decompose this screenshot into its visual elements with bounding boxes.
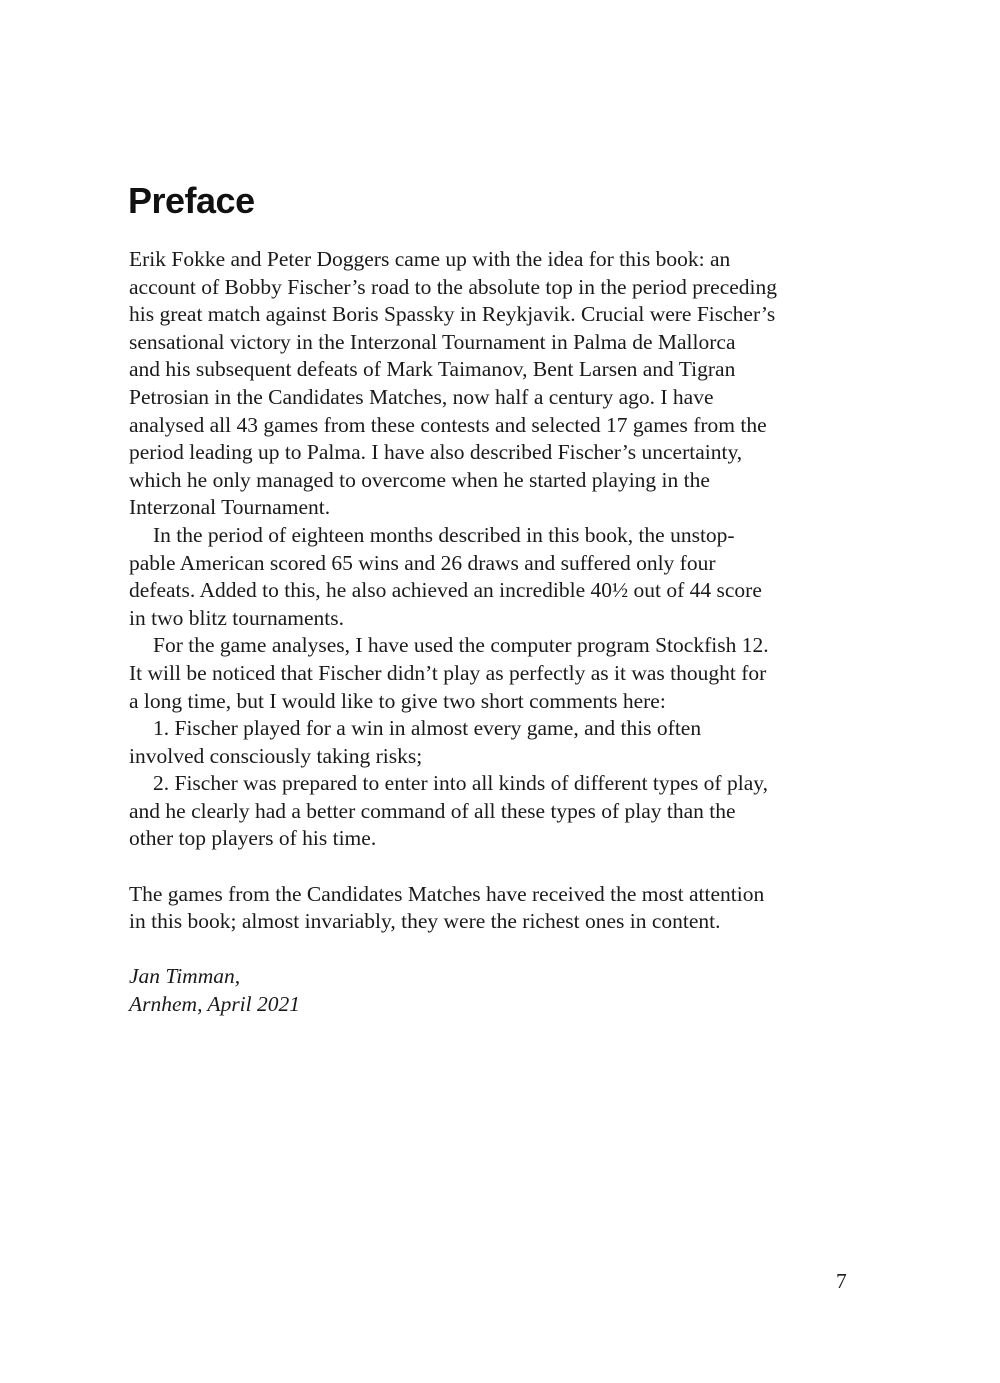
- author-name: Jan Timman,: [129, 964, 241, 989]
- text-line: analysed all 43 games from these contests and selected 17 games from the: [129, 412, 767, 437]
- text-line: For the game analyses, I have used the computer program Stockfish 12.: [153, 633, 769, 658]
- preface-body: [129, 246, 881, 1019]
- text-line: in two blitz tournaments.: [129, 605, 344, 630]
- text-line: involved consciously taking risks;: [129, 743, 423, 768]
- paragraph-analysis: [129, 632, 881, 715]
- text-line: which he only managed to overcome when he started playing in the: [129, 467, 710, 492]
- place-and-date: Arnhem, April 2021: [129, 992, 301, 1017]
- text-line: other top players of his time.: [129, 826, 377, 851]
- page-number: 7: [836, 1269, 847, 1293]
- text-line: Erik Fokke and Peter Doggers came up with the idea for this book: an: [129, 247, 731, 271]
- paragraph-intro: [129, 246, 881, 522]
- paragraph-closing: [129, 881, 881, 936]
- text-line: 2. Fischer was prepared to enter into all kinds of different types of play,: [153, 771, 768, 796]
- text-line: his great match against Boris Spassky in Reykjavik. Crucial were Fischer’s: [129, 302, 776, 327]
- text-line: defeats. Added to this, he also achieved an incredible 40½ out of 44 score: [129, 578, 762, 603]
- text-line: It will be noticed that Fischer didn’t play as perfectly as it was thought for: [129, 660, 767, 685]
- page-heading: Preface: [128, 180, 255, 221]
- text-line: a long time, but I would like to give two short comments here:: [129, 688, 666, 713]
- text-line: Petrosian in the Candidates Matches, now half a century ago. I have: [129, 384, 714, 409]
- paragraph-spacer: [129, 936, 881, 964]
- text-line: pable American scored 65 wins and 26 draws and suffered only four: [129, 550, 716, 575]
- comment-one: [129, 715, 881, 770]
- paragraph-spacer: [129, 853, 881, 881]
- text-line: account of Bobby Fischer’s road to the absolute top in the period preceding: [129, 274, 778, 299]
- text-line: in this book; almost invariably, they were the richest ones in content.: [129, 909, 721, 934]
- text-line: sensational victory in the Interzonal Tournament in Palma de Mallorca: [129, 329, 736, 354]
- text-line: In the period of eighteen months described in this book, the unstop-: [153, 522, 735, 547]
- text-line: period leading up to Palma. I have also described Fischer’s uncertainty,: [129, 440, 743, 465]
- text-line: Interzonal Tournament.: [129, 495, 331, 520]
- author-signature: [129, 963, 881, 1018]
- text-line: and his subsequent defeats of Mark Taimanov, Bent Larsen and Tigran: [129, 357, 736, 382]
- comment-two: [129, 770, 881, 853]
- text-line: 1. Fischer played for a win in almost every game, and this often: [153, 716, 702, 741]
- text-line: and he clearly had a better command of all these types of play than the: [129, 798, 736, 823]
- paragraph-statistics: [129, 522, 881, 632]
- text-line: The games from the Candidates Matches have received the most attention: [129, 881, 765, 906]
